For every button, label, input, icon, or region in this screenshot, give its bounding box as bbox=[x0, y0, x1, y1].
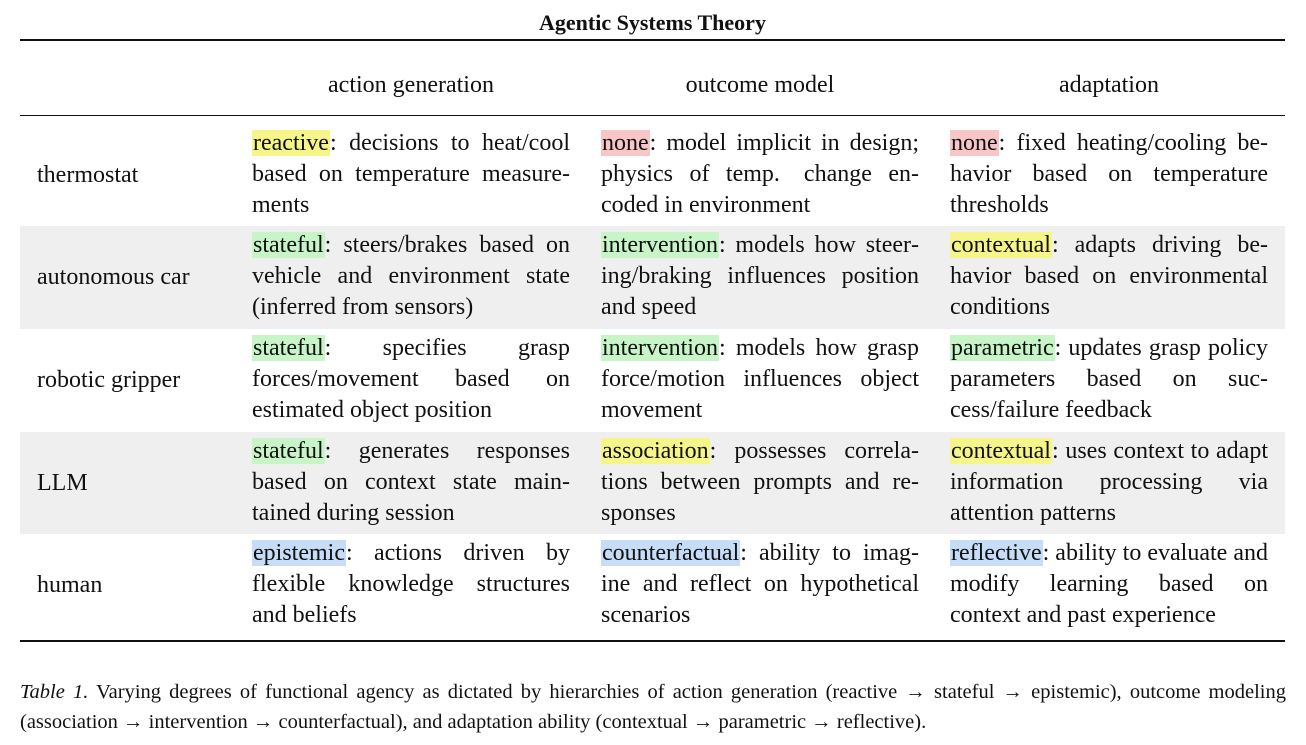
cell-outcome-model bbox=[601, 538, 919, 631]
cell-outcome-model bbox=[601, 436, 919, 529]
column-header-adaptation: adaptation bbox=[1059, 72, 1159, 98]
cell-description: : ability to imagine and reflect on hypothetical scenarios bbox=[601, 540, 919, 628]
category-tag: reflective bbox=[951, 540, 1042, 566]
category-tag: none bbox=[951, 130, 998, 156]
cell-description: : possesses correlations between prompts and responses bbox=[601, 438, 919, 526]
cell-description: : fixed heating/cooling behavior based on temperature thresholds bbox=[950, 130, 1268, 218]
cell-description: : steers/brakes based on vehicle and environment state (inferred from sensors) bbox=[252, 232, 570, 320]
category-tag: stateful bbox=[253, 232, 324, 258]
category-tag: epistemic bbox=[253, 540, 345, 566]
cell-action-generation bbox=[252, 538, 570, 631]
cell-description: : actions driven by flexible knowledge structures and beliefs bbox=[252, 540, 570, 628]
cell-description: : specifies grasp forces/movement based on estimated object position bbox=[252, 335, 570, 423]
cell-outcome-model bbox=[601, 230, 919, 323]
category-tag: intervention bbox=[602, 232, 718, 258]
category-tag: reactive bbox=[253, 130, 329, 156]
cell-adaptation bbox=[950, 128, 1268, 221]
cell-adaptation bbox=[950, 436, 1268, 529]
category-tag: none bbox=[602, 130, 649, 156]
cell-description: : model implicit in design; physics of temp. change encoded in environment bbox=[601, 130, 919, 218]
cell-description: : uses context to adapt information processing via attention patterns bbox=[950, 438, 1268, 526]
top-rule bbox=[20, 39, 1285, 41]
cell-description: : adapts driving behavior based on environmental conditions bbox=[950, 232, 1268, 320]
category-tag: contextual bbox=[951, 232, 1051, 258]
column-header-outcome-model: outcome model bbox=[685, 72, 835, 98]
cell-action-generation bbox=[252, 333, 570, 426]
category-tag: stateful bbox=[253, 335, 324, 361]
caption-text: Varying degrees of functional agency as dictated by hierarchies of action generation (reactive → stateful → epistemic), outcome modeling (association → intervention → counterfactual), and adaptation ability (contextual → parametric → reflective). bbox=[20, 681, 1286, 733]
cell-outcome-model bbox=[601, 128, 919, 221]
row-label: autonomous car bbox=[37, 264, 190, 290]
cell-action-generation bbox=[252, 436, 570, 529]
table-title: Agentic Systems Theory bbox=[539, 10, 766, 35]
category-tag: intervention bbox=[602, 335, 718, 361]
cell-adaptation bbox=[950, 230, 1268, 323]
cell-action-generation bbox=[252, 230, 570, 323]
category-tag: contextual bbox=[951, 438, 1051, 464]
category-tag: stateful bbox=[253, 438, 324, 464]
bottom-rule bbox=[20, 640, 1285, 642]
cell-action-generation bbox=[252, 128, 570, 221]
row-label: LLM bbox=[37, 470, 88, 496]
cell-description: : updates grasp policy parameters based on success/failure feedback bbox=[950, 335, 1268, 423]
row-label: robotic gripper bbox=[37, 367, 181, 393]
cell-adaptation bbox=[950, 538, 1268, 631]
category-tag: parametric bbox=[951, 335, 1054, 361]
category-tag: counterfactual bbox=[602, 540, 740, 566]
cell-description: : generates responses based on context state maintained during session bbox=[252, 438, 570, 526]
cell-description: : models how grasp force/motion influences object movement bbox=[601, 335, 919, 423]
cell-description: : ability to evaluate and modify learning based on context and past experience bbox=[950, 540, 1268, 628]
cell-adaptation bbox=[950, 333, 1268, 426]
caption-label: Table 1. bbox=[20, 681, 89, 703]
row-label: human bbox=[37, 572, 103, 598]
cell-description: : models how steering/braking influences position and speed bbox=[601, 232, 919, 320]
table-caption bbox=[20, 677, 1286, 737]
row-label: thermostat bbox=[37, 162, 139, 188]
column-header-action-generation: action generation bbox=[328, 72, 494, 98]
cell-outcome-model bbox=[601, 333, 919, 426]
category-tag: association bbox=[602, 438, 709, 464]
cell-description: : decisions to heat/cool based on temperature measurements bbox=[252, 130, 570, 218]
